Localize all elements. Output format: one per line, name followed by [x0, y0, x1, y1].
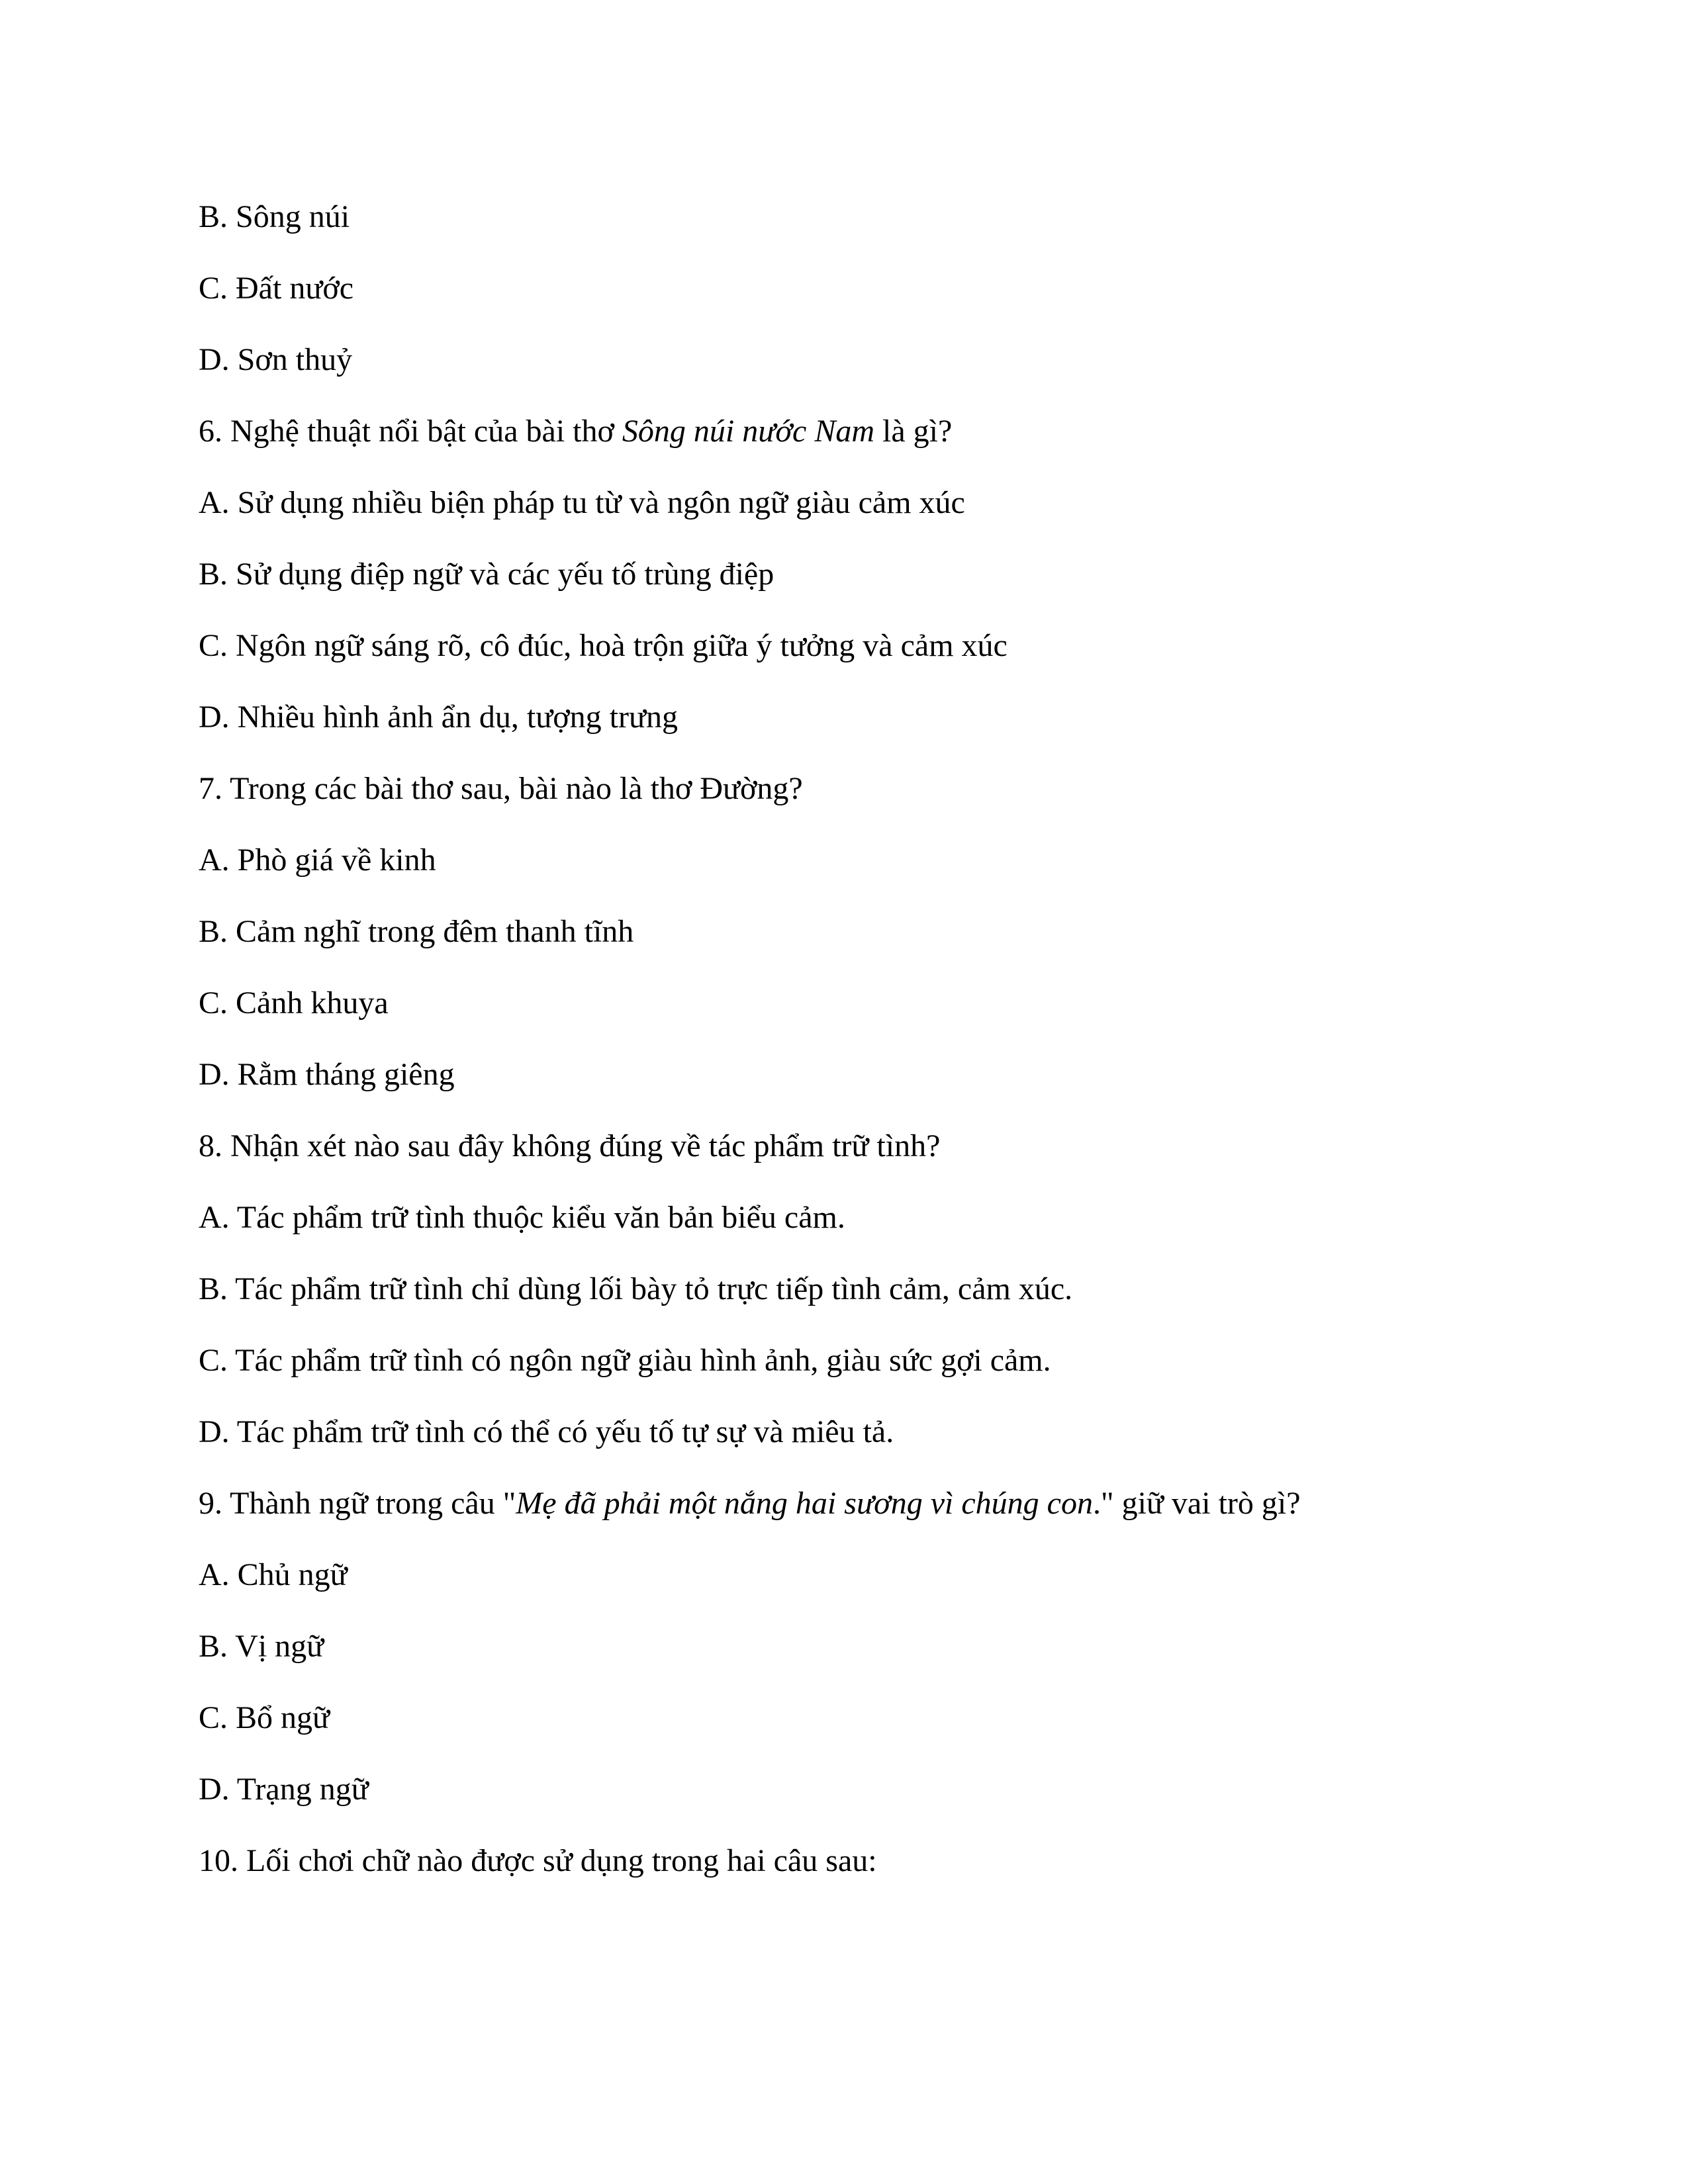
q8-option-d: D. Tác phẩm trữ tình có thể có yếu tố tự sự và miêu tả. [199, 1414, 894, 1449]
q6-option-c: C. Ngôn ngữ sáng rõ, cô đúc, hoà trộn giữa ý tưởng và cảm xúc [199, 628, 1008, 663]
question-list [199, 193, 1523, 1909]
q6-question-pre: 6. Nghệ thuật nổi bật của bài thơ [199, 414, 622, 449]
q7-option-a: A. Phò giá về kinh [199, 842, 436, 878]
q9-question-pre: 9. Thành ngữ trong câu " [199, 1486, 516, 1521]
q6-option-a: A. Sử dụng nhiều biện pháp tu từ và ngôn ngữ giàu cảm xúc [199, 485, 965, 520]
q6-option-b: B. Sử dụng điệp ngữ và các yếu tố trùng điệp [199, 557, 774, 592]
q8-option-c: C. Tác phẩm trữ tình có ngôn ngữ giàu hình ảnh, giàu sức gợi cảm. [199, 1343, 1051, 1378]
q9-option-c: C. Bổ ngữ [199, 1700, 330, 1735]
q7-option-d: D. Rằm tháng giêng [199, 1057, 455, 1092]
q9-option-b: B. Vị ngữ [199, 1629, 324, 1664]
q6-question-title: Sông núi nước Nam [622, 414, 875, 449]
q7-option-b: B. Cảm nghĩ trong đêm thanh tĩnh [199, 914, 634, 949]
q5-option-b: B. Sông núi [199, 199, 350, 234]
q5-option-c: C. Đất nước [199, 271, 354, 306]
q9-question-post: ." giữ vai trò gì? [1092, 1486, 1301, 1521]
q9-option-d: D. Trạng ngữ [199, 1772, 369, 1807]
q7-question: 7. Trong các bài thơ sau, bài nào là thơ Đường? [199, 771, 803, 806]
q8-question: 8. Nhận xét nào sau đây không đúng về tác phẩm trữ tình? [199, 1128, 941, 1163]
q9-question-quote: Mẹ đã phải một nắng hai sương vì chúng con [516, 1486, 1093, 1521]
q6-question-post: là gì? [874, 414, 953, 449]
q7-option-c: C. Cảnh khuya [199, 985, 389, 1021]
q8-option-a: A. Tác phẩm trữ tình thuộc kiểu văn bản biểu cảm. [199, 1200, 845, 1235]
q8-option-b: B. Tác phẩm trữ tình chỉ dùng lối bày tỏ trực tiếp tình cảm, cảm xúc. [199, 1271, 1073, 1306]
q10-question: 10. Lối chơi chữ nào được sử dụng trong hai câu sau: [199, 1843, 877, 1878]
q9-option-a: A. Chủ ngữ [199, 1557, 348, 1592]
q5-option-d: D. Sơn thuỷ [199, 342, 353, 377]
q6-option-d: D. Nhiều hình ảnh ẩn dụ, tượng trưng [199, 700, 678, 735]
q6-question [199, 408, 1523, 479]
q9-question [199, 1480, 1523, 1551]
